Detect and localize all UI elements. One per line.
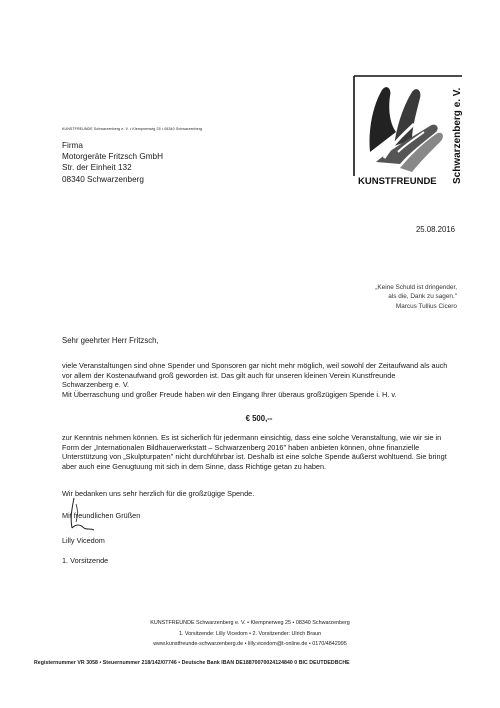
footer-contact: www.kunstfreunde-schwarzenberg.de • lilly.vicedom@t-online.de • 0170/4842995 xyxy=(153,641,347,647)
paragraph-explanation xyxy=(62,433,456,471)
donation-amount: € 500,-- xyxy=(245,414,273,423)
registration-bank-details: Registernummer VR 3058 • Steuernummer 218/142/07746 • Deutsche Bank IBAN DE18870070024124840 0 BIC DEUTDEDBCHE xyxy=(34,660,350,666)
paragraph-thanks: Wir bedanken uns sehr herzlich für die großzügige Spende. xyxy=(62,489,255,498)
recipient-address xyxy=(62,140,163,185)
recipient-company: Motorgeräte Fritzsch GmbH xyxy=(62,152,164,162)
paragraph-explanation-line-3: Unterstützung von „Skulpturpaten" nicht durchführbar ist. Deshalb ist eine solche Spende äußerst wohltuend. Sie bringt xyxy=(62,452,447,462)
kunstfreunde-logo xyxy=(350,72,468,190)
paragraph-intro-line-1: viele Veranstaltungen sind ohne Spender und Sponsoren gar nicht mehr möglich, weil sowohl der Zeitaufwand als auch xyxy=(62,361,448,370)
signer-name: Lilly Vicedom xyxy=(62,536,105,545)
footer-address: KUNSTFREUNDE Schwarzenberg e. V. • Klempnerweg 25 • 08340 Schwarzenberg xyxy=(150,620,350,626)
paragraph-explanation-line-2: Form der „Internationalen Bildhauerwerkstatt – Schwarzenberg 2016" haben anbieten können, ohne finanzielle xyxy=(62,442,420,452)
paragraph-explanation-line-1: zur Kenntnis nehmen können. Es ist sicherlich für jedermann einsichtig, dass eine solche Veranstaltung, wie wir sie in xyxy=(62,433,442,442)
quote-line-2: als die, Dank zu sagen." xyxy=(388,293,457,301)
quote-line-1: „Keine Schuld ist dringender, xyxy=(375,284,457,291)
recipient-city: 08340 Schwarzenberg xyxy=(62,174,144,184)
recipient-line-1: Firma xyxy=(62,141,83,150)
sender-address-line: KUNSTFREUNDE Schwarzenberg e. V. • Klempnerweg 25 • 08340 Schwarzenberg xyxy=(62,127,203,131)
salutation: Sehr geehrter Herr Fritzsch, xyxy=(62,336,159,345)
logo-name: KUNSTFREUNDE xyxy=(358,176,437,187)
recipient-street: Str. der Einheit 132 xyxy=(62,163,132,173)
letter-date: 25.08.2016 xyxy=(415,225,455,234)
cicero-quote xyxy=(300,283,457,311)
logo-vertical-text: Schwarzenberg e. V. xyxy=(452,87,463,184)
paragraph-intro xyxy=(62,361,456,399)
paragraph-explanation-line-4: aber auch eine Genugtuung mit sich in dem Sinne, dass Richtige getan zu haben. xyxy=(62,461,327,471)
quote-author: Marcus Tullius Cicero xyxy=(395,302,457,310)
paragraph-intro-line-4: Mit Überraschung und großer Freude haben wir den Eingang Ihrer überaus großzügigen Spende i. H. v. xyxy=(62,389,397,399)
paragraph-intro-line-2: vor allem der Kostenaufwand groß geworden ist. Das gilt auch für unseren kleinen Verein Kunstfreunde xyxy=(62,370,396,380)
closing: Mit freundlichen Grüßen xyxy=(62,511,141,520)
paragraph-intro-line-3: Schwarzenberg e. V. xyxy=(62,380,130,390)
signer-role: 1. Vorsitzende xyxy=(62,556,109,565)
footer-board: 1. Vorsitzende: Lilly Vicedom • 2. Vorsitzender: Ulrich Braun xyxy=(178,630,322,637)
